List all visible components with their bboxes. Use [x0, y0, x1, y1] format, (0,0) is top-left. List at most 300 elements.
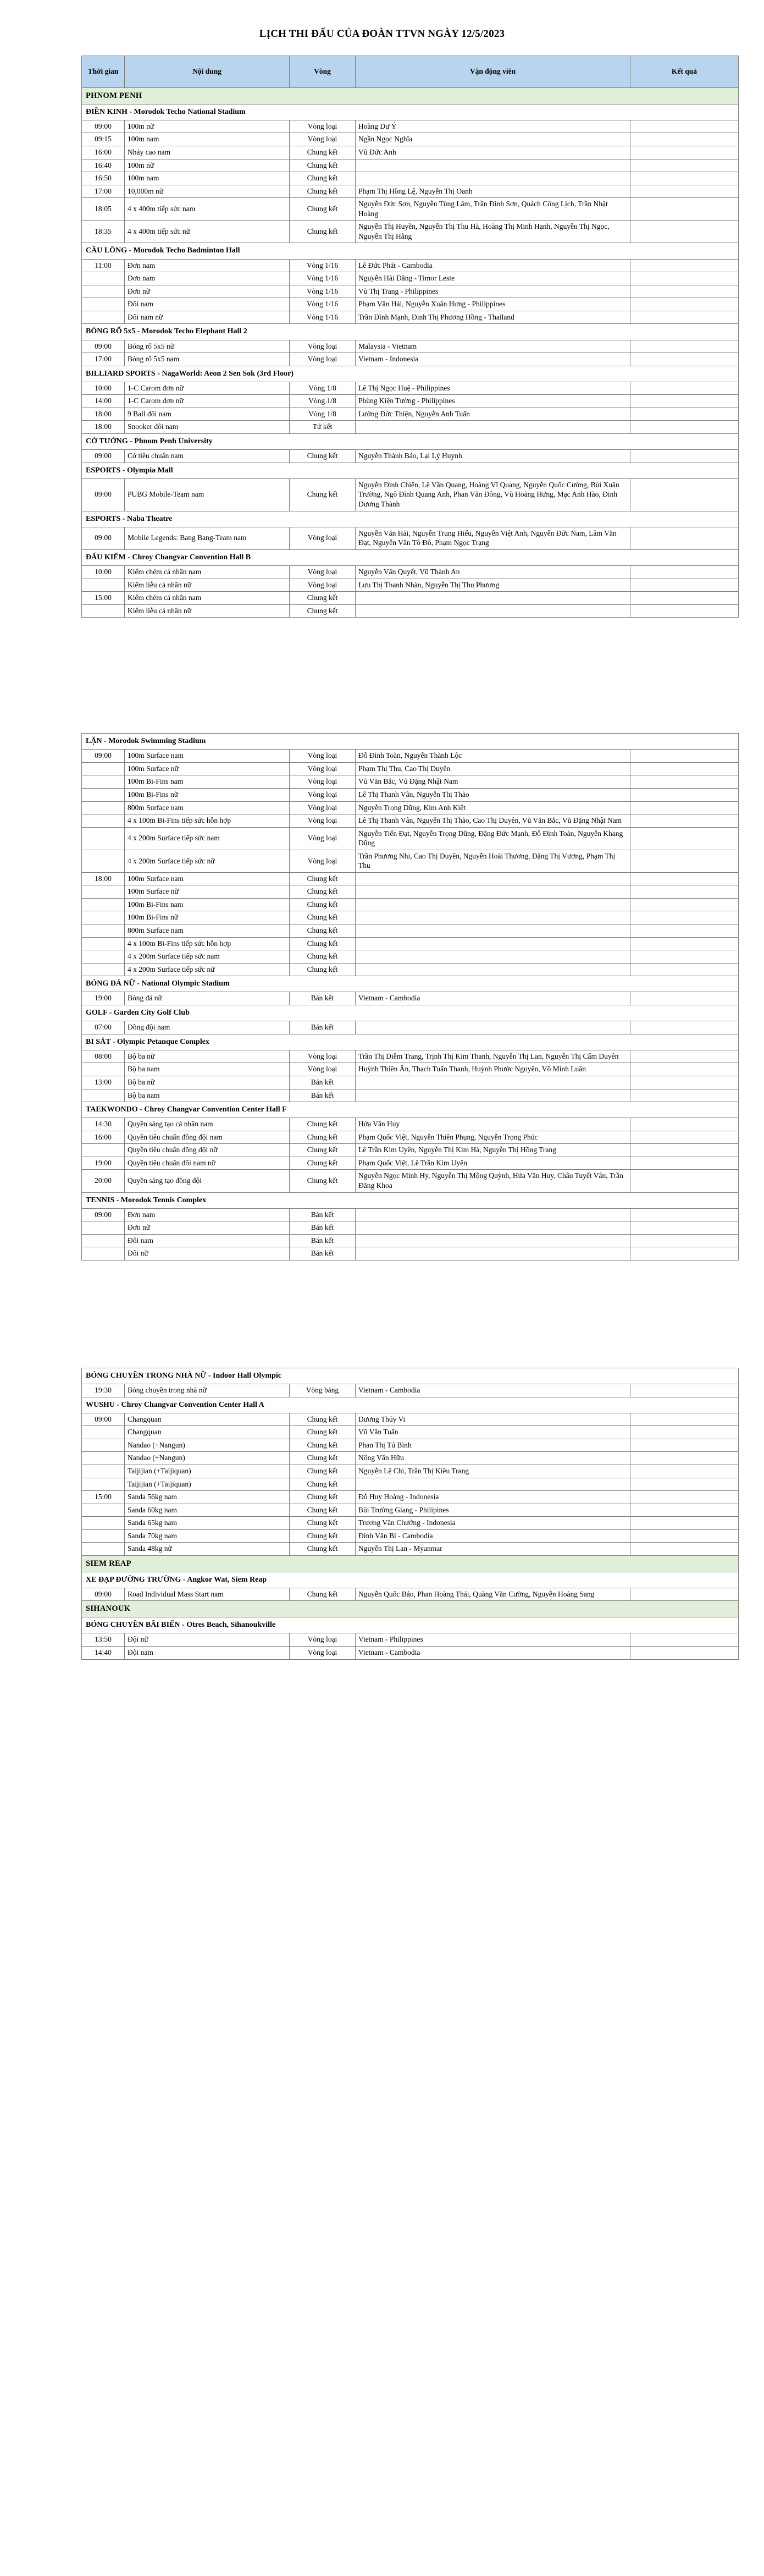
schedule-time: 13:50	[82, 1633, 125, 1647]
schedule-event: 100m Bi-Fins nam	[125, 898, 290, 911]
venue-label: ESPORTS - Olympia Mall	[82, 463, 739, 478]
schedule-result	[630, 185, 739, 198]
schedule-athlete	[356, 159, 630, 172]
table-row	[82, 285, 739, 298]
schedule-time	[82, 898, 125, 911]
city-label: SIHANOUK	[82, 1601, 739, 1617]
schedule-round: Vòng 1/8	[290, 382, 356, 395]
schedule-round: Chung kết	[290, 963, 356, 976]
schedule-round: Vòng 1/16	[290, 285, 356, 298]
venue-section-header	[82, 324, 739, 340]
schedule-result	[630, 937, 739, 950]
schedule-result	[630, 1478, 739, 1491]
schedule-round: Chung kết	[290, 1504, 356, 1517]
schedule-round: Chung kết	[290, 592, 356, 605]
table-row	[82, 762, 739, 775]
schedule-event: Changquan	[125, 1413, 290, 1426]
table-row	[82, 1144, 739, 1157]
schedule-result	[630, 814, 739, 828]
schedule-result	[630, 172, 739, 185]
schedule-round: Chung kết	[290, 221, 356, 243]
table-row	[82, 1050, 739, 1063]
venue-label: ESPORTS - Naba Theatre	[82, 511, 739, 527]
schedule-event: Bộ ba nam	[125, 1089, 290, 1102]
table-row	[82, 604, 739, 618]
table-row	[82, 789, 739, 802]
schedule-event: 100m nữ	[125, 159, 290, 172]
table-row	[82, 801, 739, 814]
table-row	[82, 450, 739, 463]
schedule-round: Vòng loại	[290, 750, 356, 763]
schedule-event: 4 x 200m Surface tiếp sức nam	[125, 950, 290, 964]
schedule-time	[82, 762, 125, 775]
schedule-athlete: Trần Đình Mạnh, Đinh Thị Phương Hồng - Thailand	[356, 311, 630, 324]
venue-label: CẦU LÔNG - Morodok Techo Badminton Hall	[82, 243, 739, 259]
schedule-athlete: Phùng Kiện Tường - Philippines	[356, 395, 630, 408]
schedule-time	[82, 885, 125, 899]
schedule-time: 08:00	[82, 1050, 125, 1063]
schedule-round: Vòng loại	[290, 566, 356, 579]
table-row	[82, 221, 739, 243]
schedule-round: Vòng loại	[290, 527, 356, 549]
schedule-result	[630, 1208, 739, 1221]
schedule-time: 15:00	[82, 592, 125, 605]
schedule-round: Vòng 1/16	[290, 311, 356, 324]
schedule-time	[82, 311, 125, 324]
schedule-time: 09:00	[82, 450, 125, 463]
schedule-round: Chung kết	[290, 937, 356, 950]
schedule-round: Chung kết	[290, 1478, 356, 1491]
schedule-round: Vòng loại	[290, 1063, 356, 1076]
schedule-time	[82, 789, 125, 802]
table-row	[82, 395, 739, 408]
schedule-round: Vòng loại	[290, 814, 356, 828]
schedule-time	[82, 937, 125, 950]
venue-section-header	[82, 243, 739, 259]
schedule-result	[630, 450, 739, 463]
schedule-time: 09:00	[82, 478, 125, 511]
table-row	[82, 814, 739, 828]
schedule-result	[630, 1529, 739, 1543]
schedule-athlete: Lường Đức Thiện, Nguyễn Anh Tuấn	[356, 408, 630, 421]
table-row	[82, 1633, 739, 1647]
schedule-round: Chung kết	[290, 146, 356, 159]
table-row	[82, 172, 739, 185]
schedule-time: 19:00	[82, 992, 125, 1005]
schedule-round: Vòng loại	[290, 789, 356, 802]
table-row	[82, 1076, 739, 1089]
table-row	[82, 408, 739, 421]
schedule-athlete: Phan Thị Tú Bình	[356, 1439, 630, 1452]
venue-label: BI SẮT - Olympic Petanque Complex	[82, 1034, 739, 1050]
schedule-result	[630, 885, 739, 899]
page-title: LỊCH THI ĐẤU CỦA ĐOÀN TTVN NGÀY 12/5/2023	[259, 28, 505, 40]
table-row	[82, 298, 739, 311]
venue-section-header	[82, 104, 739, 120]
schedule-round: Vòng 1/8	[290, 395, 356, 408]
schedule-result	[630, 272, 739, 285]
venue-label: BILLIARD SPORTS - NagaWorld: Aeon 2 Sen Sok (3rd Floor)	[82, 366, 739, 382]
schedule-round: Chung kết	[290, 450, 356, 463]
schedule-time	[82, 775, 125, 789]
schedule-time: 13:00	[82, 1076, 125, 1089]
schedule-athlete: Malaysia - Vietnam	[356, 340, 630, 353]
schedule-athlete: Phạm Quốc Việt, Lê Trần Kim Uyên	[356, 1157, 630, 1170]
schedule-time: 09:00	[82, 1208, 125, 1221]
table-body-page-1	[82, 87, 739, 617]
schedule-event: 9 Ball đôi nam	[125, 408, 290, 421]
schedule-round: Bán kết	[290, 1247, 356, 1261]
schedule-result	[630, 775, 739, 789]
schedule-athlete	[356, 1021, 630, 1034]
schedule-event: 100m Surface nữ	[125, 885, 290, 899]
table-row	[82, 775, 739, 789]
schedule-result	[630, 1144, 739, 1157]
schedule-time: 09:15	[82, 133, 125, 146]
schedule-time: 18:35	[82, 221, 125, 243]
venue-label: LẶN - Morodok Swimming Stadium	[82, 734, 739, 750]
table-row	[82, 272, 739, 285]
schedule-event: Kiếm liễu cá nhân nữ	[125, 579, 290, 592]
schedule-time	[82, 1089, 125, 1102]
schedule-result	[630, 604, 739, 618]
table-header-row	[82, 56, 739, 87]
table-row	[82, 579, 739, 592]
schedule-round: Vòng 1/16	[290, 298, 356, 311]
schedule-round: Vòng loại	[290, 133, 356, 146]
schedule-event: 4 x 100m Bi-Fins tiếp sức hỗn hợp	[125, 814, 290, 828]
schedule-event: Bóng rổ 5x5 nam	[125, 353, 290, 366]
schedule-athlete: Vietnam - Philippines	[356, 1633, 630, 1647]
schedule-time	[82, 1529, 125, 1543]
table-row	[82, 827, 739, 850]
schedule-round: Vòng loại	[290, 827, 356, 850]
schedule-result	[630, 1089, 739, 1102]
schedule-round: Chung kết	[290, 1144, 356, 1157]
schedule-result	[630, 1076, 739, 1089]
table-row	[82, 1465, 739, 1478]
schedule-round: Vòng loại	[290, 1050, 356, 1063]
table-row	[82, 120, 739, 133]
schedule-result	[630, 750, 739, 763]
schedule-round: Bán kết	[290, 1089, 356, 1102]
table-body-page-3	[82, 1368, 739, 1659]
schedule-round: Chung kết	[290, 1517, 356, 1530]
schedule-event: Quyền tiêu chuẩn đồng đội nữ	[125, 1144, 290, 1157]
table-row	[82, 1208, 739, 1221]
schedule-athlete: Nông Văn Hữu	[356, 1452, 630, 1465]
venue-section-header	[82, 976, 739, 992]
schedule-result	[630, 159, 739, 172]
schedule-round: Chung kết	[290, 1439, 356, 1452]
schedule-round: Bán kết	[290, 1234, 356, 1247]
table-row	[82, 421, 739, 434]
schedule-result	[630, 353, 739, 366]
schedule-athlete: Vũ Đức Anh	[356, 146, 630, 159]
schedule-event: 1-C Carom đơn nữ	[125, 382, 290, 395]
schedule-round: Chung kết	[290, 172, 356, 185]
schedule-time: 18:00	[82, 872, 125, 885]
schedule-event: 100m nam	[125, 172, 290, 185]
schedule-result	[630, 1491, 739, 1504]
venue-section-header	[82, 366, 739, 382]
table-row	[82, 1413, 739, 1426]
schedule-time: 07:00	[82, 1021, 125, 1034]
schedule-athlete: Nguyễn Trọng Dũng, Kim Anh Kiệt	[356, 801, 630, 814]
schedule-time: 09:00	[82, 527, 125, 549]
schedule-event: 100m Bi-Fins nữ	[125, 911, 290, 924]
schedule-result	[630, 395, 739, 408]
schedule-time	[82, 801, 125, 814]
schedule-event: Bóng đá nữ	[125, 992, 290, 1005]
venue-section-header	[82, 1368, 739, 1384]
table-row	[82, 937, 739, 950]
schedule-athlete: Nguyễn Thị Lan - Myanmar	[356, 1543, 630, 1556]
table-header	[82, 56, 739, 87]
schedule-result	[630, 850, 739, 872]
schedule-event: Sanda 60kg nam	[125, 1504, 290, 1517]
schedule-event: Quyền sáng tạo cá nhân nam	[125, 1118, 290, 1131]
schedule-athlete: Nguyễn Tiến Đạt, Nguyễn Trọng Dũng, Đặng Đức Mạnh, Đỗ Đình Toàn, Nguyễn Khang Dũng	[356, 827, 630, 850]
table-row	[82, 911, 739, 924]
schedule-athlete: Đinh Văn Bí - Cambodia	[356, 1529, 630, 1543]
schedule-result	[630, 1588, 739, 1601]
schedule-event: 4 x 200m Surface tiếp sức nữ	[125, 963, 290, 976]
schedule-time: 19:00	[82, 1157, 125, 1170]
page-break-spacer-2	[81, 1261, 738, 1368]
schedule-event: Đơn nam	[125, 1208, 290, 1221]
schedule-result	[630, 1063, 739, 1076]
page-break-spacer-1	[81, 618, 738, 733]
table-row	[82, 1131, 739, 1144]
schedule-athlete	[356, 1234, 630, 1247]
schedule-time	[82, 911, 125, 924]
schedule-round: Vòng loại	[290, 775, 356, 789]
schedule-athlete: Vũ Thị Trang - Philippines	[356, 285, 630, 298]
schedule-result	[630, 285, 739, 298]
schedule-athlete: Nguyễn Thị Huyền, Nguyễn Thị Thu Hà, Hoàng Thị Minh Hạnh, Nguyễn Thị Ngọc, Nguyễn Thị Hằng	[356, 221, 630, 243]
schedule-event: Bộ ba nữ	[125, 1050, 290, 1063]
table-row	[82, 1588, 739, 1601]
schedule-event: Bộ ba nữ	[125, 1076, 290, 1089]
schedule-result	[630, 1647, 739, 1660]
table-row	[82, 950, 739, 964]
schedule-athlete	[356, 1089, 630, 1102]
schedule-event: Đơn nữ	[125, 1221, 290, 1235]
table-row	[82, 527, 739, 549]
schedule-time	[82, 1221, 125, 1235]
schedule-time	[82, 1465, 125, 1478]
schedule-athlete: Dương Thúy Vi	[356, 1413, 630, 1426]
schedule-round: Vòng 1/16	[290, 259, 356, 272]
schedule-athlete: Vũ Văn Tuấn	[356, 1426, 630, 1439]
schedule-time: 14:40	[82, 1647, 125, 1660]
schedule-round: Vòng loại	[290, 1647, 356, 1660]
schedule-athlete: Lê Trần Kim Uyên, Nguyễn Thị Kim Hà, Nguyễn Thị Hồng Trang	[356, 1144, 630, 1157]
schedule-event: 100m Surface nam	[125, 750, 290, 763]
schedule-time: 09:00	[82, 340, 125, 353]
table-row	[82, 885, 739, 899]
schedule-athlete: Huỳnh Thiên Ân, Thạch Tuấn Thanh, Huỳnh Phước Nguyên, Võ Minh Luân	[356, 1063, 630, 1076]
schedule-athlete	[356, 963, 630, 976]
schedule-round: Chung kết	[290, 1491, 356, 1504]
schedule-time	[82, 827, 125, 850]
schedule-table-page-2	[81, 733, 739, 1261]
schedule-time: 09:00	[82, 1413, 125, 1426]
schedule-event: Taijijian (+Taijiquan)	[125, 1465, 290, 1478]
schedule-round: Bán kết	[290, 1076, 356, 1089]
schedule-athlete: Trần Thị Diễm Trang, Trịnh Thị Kim Thanh, Nguyễn Thị Lan, Nguyễn Thị Cẩm Duyên	[356, 1050, 630, 1063]
column-header-result: Kết quả	[630, 56, 739, 87]
schedule-event: Road Individual Mass Start nam	[125, 1588, 290, 1601]
schedule-time	[82, 1234, 125, 1247]
schedule-result	[630, 992, 739, 1005]
schedule-athlete: Nguyễn Ngọc Minh Hy, Nguyễn Thị Mộng Quỳnh, Hứa Văn Huy, Châu Tuyết Vân, Trần Đăng Khoa	[356, 1170, 630, 1192]
schedule-time	[82, 850, 125, 872]
schedule-time	[82, 1144, 125, 1157]
schedule-event: 100m Surface nam	[125, 872, 290, 885]
schedule-result	[630, 762, 739, 775]
schedule-round: Bán kết	[290, 1021, 356, 1034]
schedule-result	[630, 1517, 739, 1530]
schedule-event: Đôi nam	[125, 1234, 290, 1247]
schedule-result	[630, 1504, 739, 1517]
schedule-athlete: Nguyễn Đức Sơn, Nguyễn Tùng Lâm, Trần Đình Sơn, Quách Công Lịch, Trần Nhật Hoàng	[356, 198, 630, 221]
schedule-event: 800m Surface nam	[125, 801, 290, 814]
schedule-athlete: Hoàng Dư Ý	[356, 120, 630, 133]
schedule-event: 4 x 400m tiếp sức nữ	[125, 221, 290, 243]
schedule-event: Kiếm liễu cá nhân nữ	[125, 604, 290, 618]
schedule-round: Bán kết	[290, 1221, 356, 1235]
schedule-time	[82, 1452, 125, 1465]
schedule-round: Chung kết	[290, 885, 356, 899]
schedule-event: Sanda 65kg nam	[125, 1517, 290, 1530]
table-row	[82, 159, 739, 172]
schedule-time: 15:00	[82, 1491, 125, 1504]
schedule-round: Chung kết	[290, 924, 356, 938]
schedule-round: Vòng loại	[290, 579, 356, 592]
schedule-result	[630, 898, 739, 911]
schedule-result	[630, 1439, 739, 1452]
table-row	[82, 1517, 739, 1530]
schedule-athlete	[356, 421, 630, 434]
schedule-round: Chung kết	[290, 1170, 356, 1192]
schedule-athlete	[356, 898, 630, 911]
schedule-athlete	[356, 950, 630, 964]
schedule-round: Chung kết	[290, 911, 356, 924]
schedule-time	[82, 1517, 125, 1530]
schedule-round: Bán kết	[290, 992, 356, 1005]
schedule-event: Changquan	[125, 1426, 290, 1439]
venue-section-header	[82, 433, 739, 449]
schedule-event: Nhảy cao nam	[125, 146, 290, 159]
venue-label: BÓNG CHUYỀN BÃI BIỂN - Otres Beach, Sihanoukville	[82, 1617, 739, 1633]
schedule-event: Snooker đôi nam	[125, 421, 290, 434]
venue-section-header	[82, 1617, 739, 1633]
schedule-time: 18:05	[82, 198, 125, 221]
schedule-time: 20:00	[82, 1170, 125, 1192]
venue-label: WUSHU - Chroy Changvar Convention Center Hall A	[82, 1397, 739, 1413]
schedule-athlete	[356, 592, 630, 605]
table-row	[82, 146, 739, 159]
schedule-result	[630, 1021, 739, 1034]
schedule-result	[630, 789, 739, 802]
schedule-athlete: Nguyễn Văn Hải, Nguyễn Trung Hiếu, Nguyễn Việt Anh, Nguyễn Đức Nam, Lâm Văn Đạt, Nguyễn Văn Tô Đô, Phạm Ngọc Trạng	[356, 527, 630, 549]
schedule-result	[630, 421, 739, 434]
schedule-round: Chung kết	[290, 1426, 356, 1439]
schedule-event: Cờ tiêu chuẩn nam	[125, 450, 290, 463]
schedule-result	[630, 198, 739, 221]
schedule-result	[630, 1413, 739, 1426]
table-row	[82, 1452, 739, 1465]
column-header-athlete: Vận động viên	[356, 56, 630, 87]
schedule-round: Vòng 1/8	[290, 408, 356, 421]
city-section-header	[82, 1601, 739, 1617]
schedule-result	[630, 1170, 739, 1192]
schedule-time: 09:00	[82, 750, 125, 763]
schedule-round: Vòng 1/16	[290, 272, 356, 285]
schedule-time: 18:00	[82, 421, 125, 434]
schedule-round: Vòng loại	[290, 120, 356, 133]
table-row	[82, 1529, 739, 1543]
city-label: SIEM REAP	[82, 1555, 739, 1572]
schedule-round: Chung kết	[290, 1118, 356, 1131]
schedule-event: Đơn nam	[125, 272, 290, 285]
schedule-result	[630, 1131, 739, 1144]
schedule-time	[82, 298, 125, 311]
table-row	[82, 1504, 739, 1517]
table-row	[82, 750, 739, 763]
venue-section-header	[82, 734, 739, 750]
schedule-round: Vòng loại	[290, 762, 356, 775]
schedule-table-page-1	[81, 56, 739, 618]
schedule-time: 19:30	[82, 1384, 125, 1397]
schedule-result	[630, 311, 739, 324]
schedule-round: Bán kết	[290, 1208, 356, 1221]
schedule-result	[630, 1633, 739, 1647]
schedule-round: Vòng loại	[290, 353, 356, 366]
schedule-round: Chung kết	[290, 198, 356, 221]
schedule-time	[82, 1478, 125, 1491]
schedule-result	[630, 221, 739, 243]
table-row	[82, 382, 739, 395]
schedule-round: Chung kết	[290, 159, 356, 172]
schedule-time	[82, 1439, 125, 1452]
table-row	[82, 340, 739, 353]
schedule-time: 09:00	[82, 1588, 125, 1601]
schedule-result	[630, 1050, 739, 1063]
table-row	[82, 1247, 739, 1261]
schedule-time	[82, 579, 125, 592]
venue-label: BÓNG RỔ 5x5 - Morodok Techo Elephant Hall 2	[82, 324, 739, 340]
schedule-result	[630, 1543, 739, 1556]
schedule-event: 4 x 200m Surface tiếp sức nam	[125, 827, 290, 850]
schedule-event: Sanda 48kg nữ	[125, 1543, 290, 1556]
schedule-result	[630, 133, 739, 146]
schedule-event: Đội nam	[125, 1647, 290, 1660]
schedule-event: Nandao (+Nangun)	[125, 1452, 290, 1465]
schedule-athlete: Nguyễn Thành Bảo, Lại Lý Huynh	[356, 450, 630, 463]
schedule-time: 17:00	[82, 353, 125, 366]
table-row	[82, 992, 739, 1005]
schedule-time	[82, 1426, 125, 1439]
schedule-event: Đồng đội nam	[125, 1021, 290, 1034]
table-row	[82, 566, 739, 579]
table-row	[82, 1543, 739, 1556]
schedule-event: 100m Bi-Fins nữ	[125, 789, 290, 802]
venue-label: XE ĐẠP ĐƯỜNG TRƯỜNG - Angkor Wat, Siem Reap	[82, 1572, 739, 1588]
schedule-event: Bóng chuyền trong nhà nữ	[125, 1384, 290, 1397]
